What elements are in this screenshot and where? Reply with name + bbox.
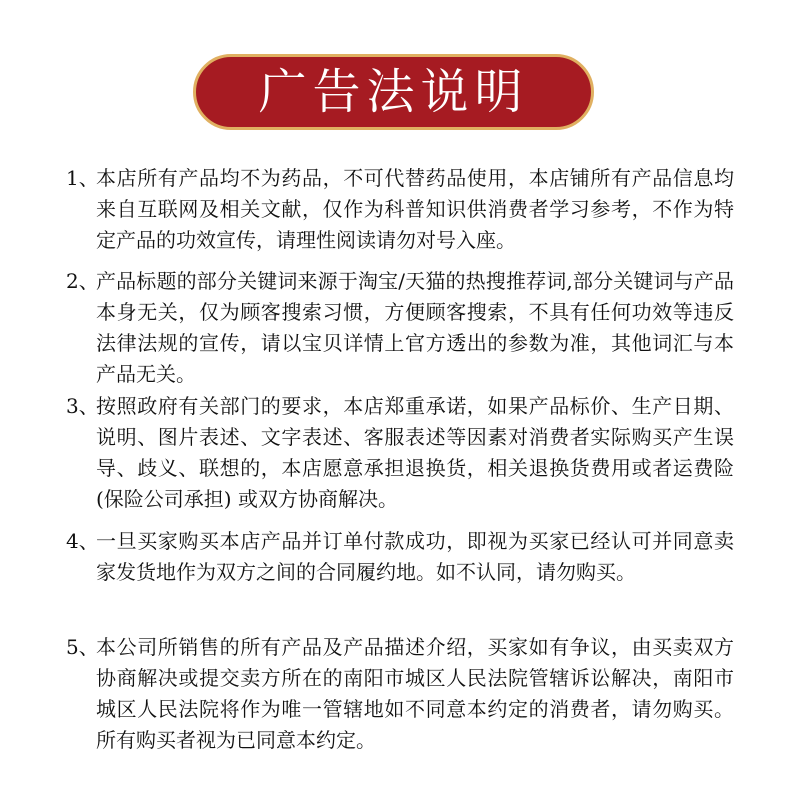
notice-text: 产品标题的部分关键词来源于淘宝/天猫的热搜推荐词,部分关键词与产品本身无关，仅为顾客搜索习惯，方便顾客搜索，不具有任何功效等违反法律法规的宣传，请以宝贝详情上官方透出的参数为准，其他词汇与本产品无关。 bbox=[96, 269, 734, 386]
notice-item-5 bbox=[66, 632, 734, 756]
notice-item-1 bbox=[66, 163, 734, 256]
notice-number: 5、 bbox=[66, 635, 99, 659]
notice-item-2 bbox=[66, 266, 734, 390]
notice-text: 本公司所销售的所有产品及产品描述介绍，买家如有争议，由买卖双方协商解决或提交卖方所在的南阳市城区人民法院管辖诉讼解决，南阳市城区人民法院将作为唯一管辖地如不同意本约定的消费者，请勿购买。所有购买者视为已同意本约定。 bbox=[96, 635, 734, 752]
notice-number: 4、 bbox=[66, 529, 99, 553]
notice-text: 按照政府有关部门的要求，本店郑重承诺，如果产品标价、生产日期、说明、图片表述、文字表述、客服表述等因素对消费者实际购买产生误导、歧义、联想的，本店愿意承担退换货，相关退换货费用或者运费险(保险公司承担) 或双方协商解决。 bbox=[96, 394, 734, 511]
notice-number: 3、 bbox=[66, 394, 99, 418]
notice-number: 1、 bbox=[66, 166, 99, 190]
title-banner bbox=[193, 54, 594, 130]
notice-text: 本店所有产品均不为药品，不可代替药品使用，本店铺所有产品信息均来自互联网及相关文献，仅作为科普知识供消费者学习参考，不作为特定产品的功效宣传，请理性阅读请勿对号入座。 bbox=[96, 166, 734, 252]
notice-item-4 bbox=[66, 526, 734, 588]
notice-number: 2、 bbox=[66, 269, 99, 293]
notice-text: 一旦买家购买本店产品并订单付款成功，即视为买家已经认可并同意卖家发货地作为双方之间的合同履约地。如不认同，请勿购买。 bbox=[96, 529, 734, 584]
page-title: 广告法说明 bbox=[258, 64, 529, 120]
notice-item-3 bbox=[66, 391, 734, 515]
